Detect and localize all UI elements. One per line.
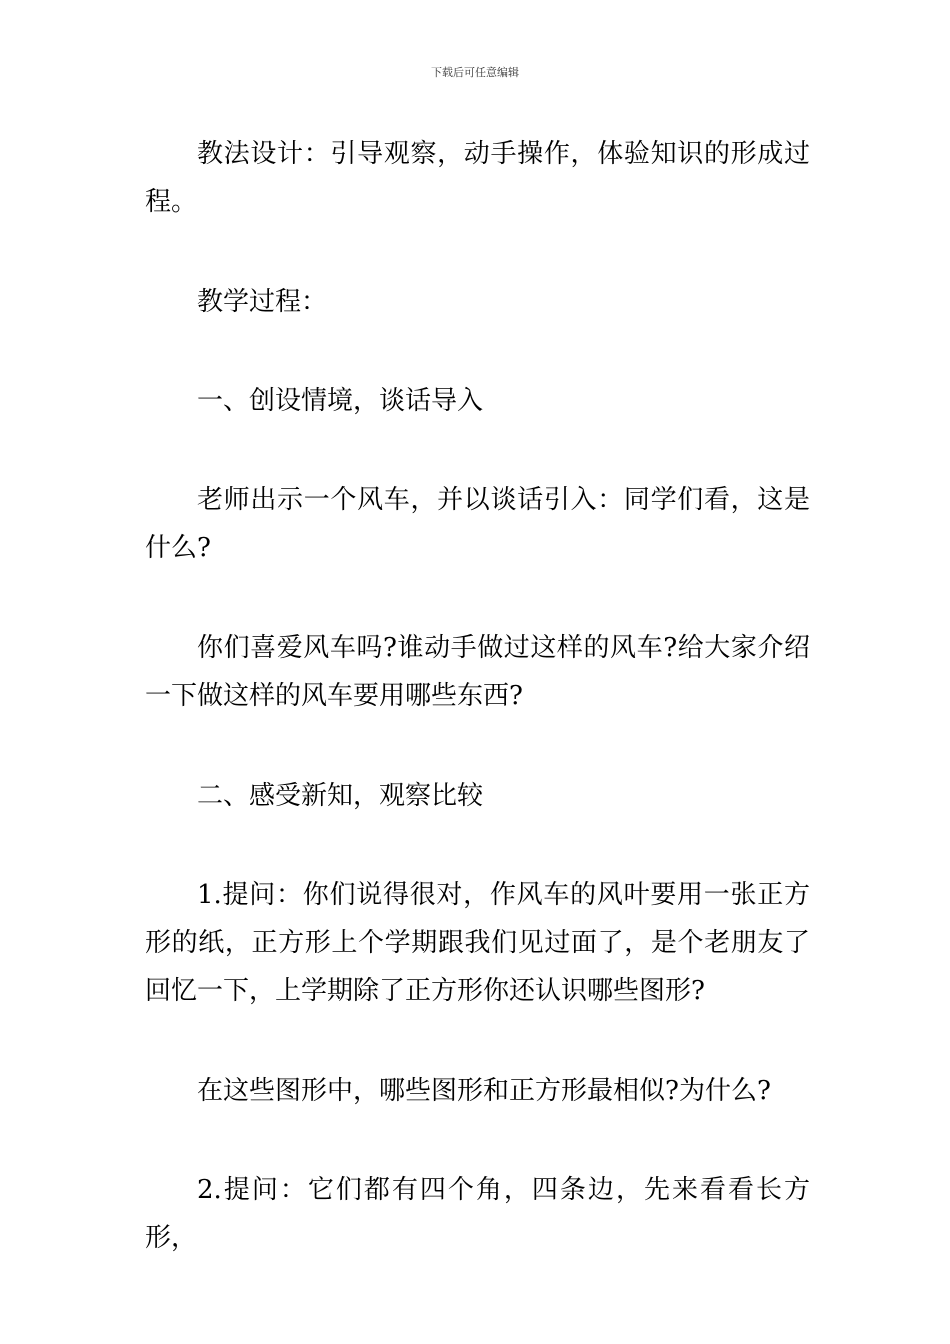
paragraph-windmill-intro: 老师出示一个风车，并以谈话引入：同学们看，这是什么? [145, 485, 810, 563]
paragraph-question-two: 2.提问：它们都有四个角，四条边，先来看看长方形， [145, 1175, 810, 1253]
paragraph-windmill-question: 你们喜爱风车吗?谁动手做过这样的风车?给大家介绍一下做这样的风车要用哪些东西? [145, 633, 810, 711]
paragraph-teaching-process-heading: 教学过程： [197, 287, 328, 317]
page-header: 下载后可任意编辑 [431, 66, 519, 79]
paragraph-similar-shapes: 在这些图形中，哪些图形和正方形最相似?为什么? [197, 1076, 771, 1106]
paragraph-question-one: 1.提问：你们说得很对，作风车的风叶要用一张正方形的纸，正方形上个学期跟我们见过面了，是个老朋友了回忆一下，上学期除了正方形你还认识哪些图形? [145, 880, 810, 1006]
document-body [145, 130, 810, 1262]
section-heading-one: 一、创设情境，谈话导入 [197, 386, 484, 416]
section-heading-two: 二、感受新知，观察比较 [197, 781, 484, 811]
paragraph-teaching-method: 教法设计：引导观察，动手操作，体验知识的形成过程。 [145, 139, 810, 217]
